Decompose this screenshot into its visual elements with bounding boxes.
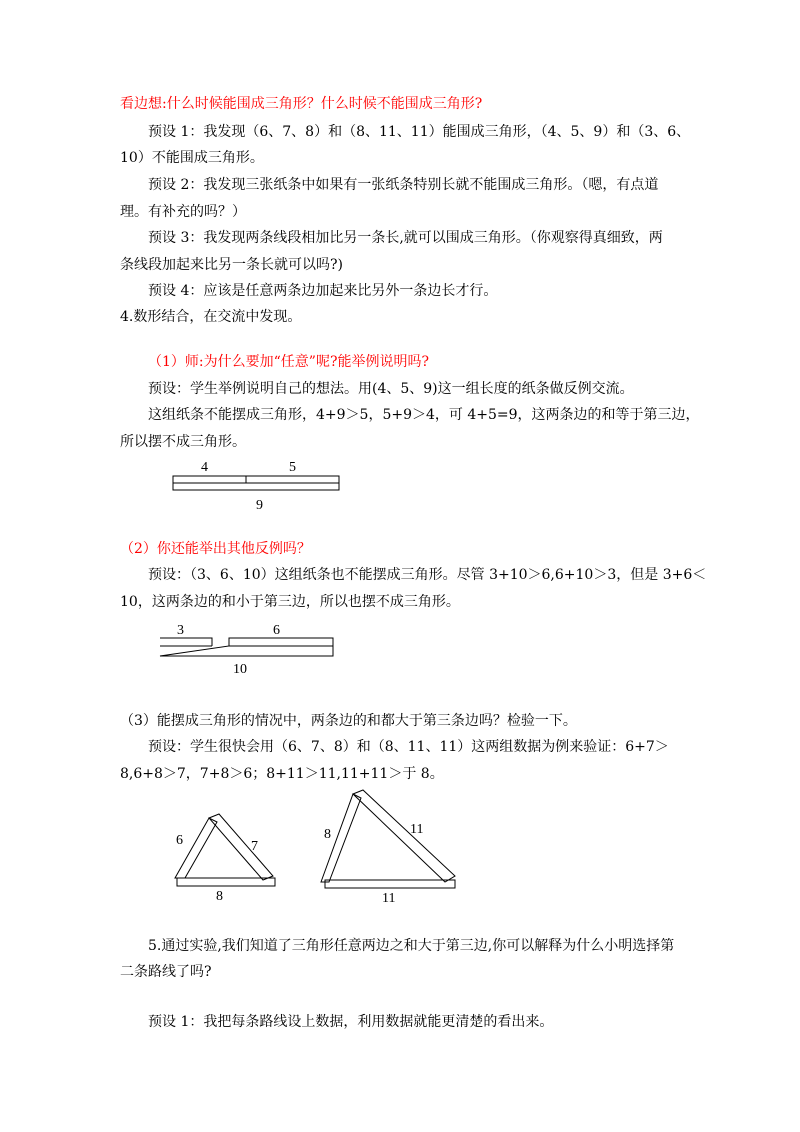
paragraph-line: 条线段加起来比另一条长就可以吗?) <box>120 257 343 273</box>
strip-diagram-3-6-10 <box>155 616 340 678</box>
strip-bar <box>160 638 333 656</box>
triangle-side-label-7: 7 <box>251 839 258 854</box>
triangle-side-label-8: 8 <box>216 889 223 904</box>
paragraph-line: 预设 4：应该是任意两条边加起来比另外一条边长才行。 <box>148 283 498 299</box>
paragraph-line: 预设：学生很快会用（6、7、8）和（8、11、11）这两组数据为例来验证：6+7＞ <box>148 739 669 755</box>
paragraph-line: 二条路线了吗? <box>120 964 212 980</box>
paragraph-line: 理。有补充的吗？） <box>120 204 246 220</box>
strip-diagram-4-5-9 <box>165 452 345 514</box>
strip-label-3: 3 <box>177 623 184 638</box>
triangle-side-label-8: 8 <box>324 827 331 842</box>
subquestion-heading: （3）能摆成三角形的情况中，两条边的和都大于第三条边吗？检验一下。 <box>120 713 577 729</box>
section-heading: 4.数形结合，在交流中发现。 <box>120 309 302 325</box>
paragraph-line: 这组纸条不能摆成三角形，4+9＞5，5+9＞4，可 4+5=9，这两条边的和等于第三边， <box>148 407 700 423</box>
triangle-side-label-11: 11 <box>410 822 424 837</box>
triangle-diagram-8-11-11 <box>315 786 460 908</box>
strip-label-4: 4 <box>201 460 208 475</box>
paragraph-line: 8,6+8＞7，7+8＞6；8+11＞11,11+11＞于 8。 <box>120 766 444 782</box>
strip-label-6: 6 <box>273 623 280 638</box>
triangle-side-label-11: 11 <box>382 891 396 906</box>
triangle-strip-base <box>177 878 275 886</box>
strip-label-5: 5 <box>289 460 296 475</box>
paragraph-line: 预设 1：我把每条路线设上数据，利用数据就能更清楚的看出来。 <box>148 1014 554 1030</box>
triangle-strip-right <box>353 790 455 882</box>
paragraph-line: 预设 1：我发现（6、7、8）和（8、11、11）能围成三角形，（4、5、9）和（3、6、 <box>148 124 691 140</box>
triangle-diagram-6-7-8 <box>165 808 290 904</box>
subquestion-heading: （2）你还能举出其他反例吗？ <box>120 541 311 557</box>
question-heading: 看边想:什么时候能围成三角形？什么时候不能围成三角形? <box>120 96 483 112</box>
triangle-strip-right <box>209 814 273 880</box>
paragraph-line: 预设 3：我发现两条线段相加比另一条长,就可以围成三角形。（你观察得真细致，两 <box>148 230 663 246</box>
paragraph-line: 所以摆不成三角形。 <box>120 434 246 450</box>
paragraph-line: 预设 2：我发现三张纸条中如果有一张纸条特别长就不能围成三角形。（嗯，有点道 <box>148 177 659 193</box>
strip-total-10: 10 <box>233 662 247 677</box>
paragraph-line: 10，这两条边的和小于第三边，所以也摆不成三角形。 <box>120 594 460 610</box>
triangle-strip-left <box>175 818 217 878</box>
subquestion-heading: （1）师:为什么要加“任意”呢?能举例说明吗? <box>148 354 429 370</box>
paragraph-line: 预设：（3、6、10）这组纸条也不能摆成三角形。尽管 3+10＞6,6+10＞3，但是 3+6＜ <box>148 567 707 583</box>
strip-total-9: 9 <box>256 498 263 513</box>
section-heading: 5.通过实验,我们知道了三角形任意两边之和大于第三边,你可以解释为什么小明选择第 <box>148 938 675 954</box>
paragraph-line: 预设：学生举例说明自己的想法。用(4、5、9)这一组长度的纸条做反例交流。 <box>148 381 634 397</box>
triangle-strip-base <box>325 880 455 888</box>
triangle-side-label-6: 6 <box>176 833 183 848</box>
paragraph-line: 10）不能围成三角形。 <box>120 150 264 166</box>
